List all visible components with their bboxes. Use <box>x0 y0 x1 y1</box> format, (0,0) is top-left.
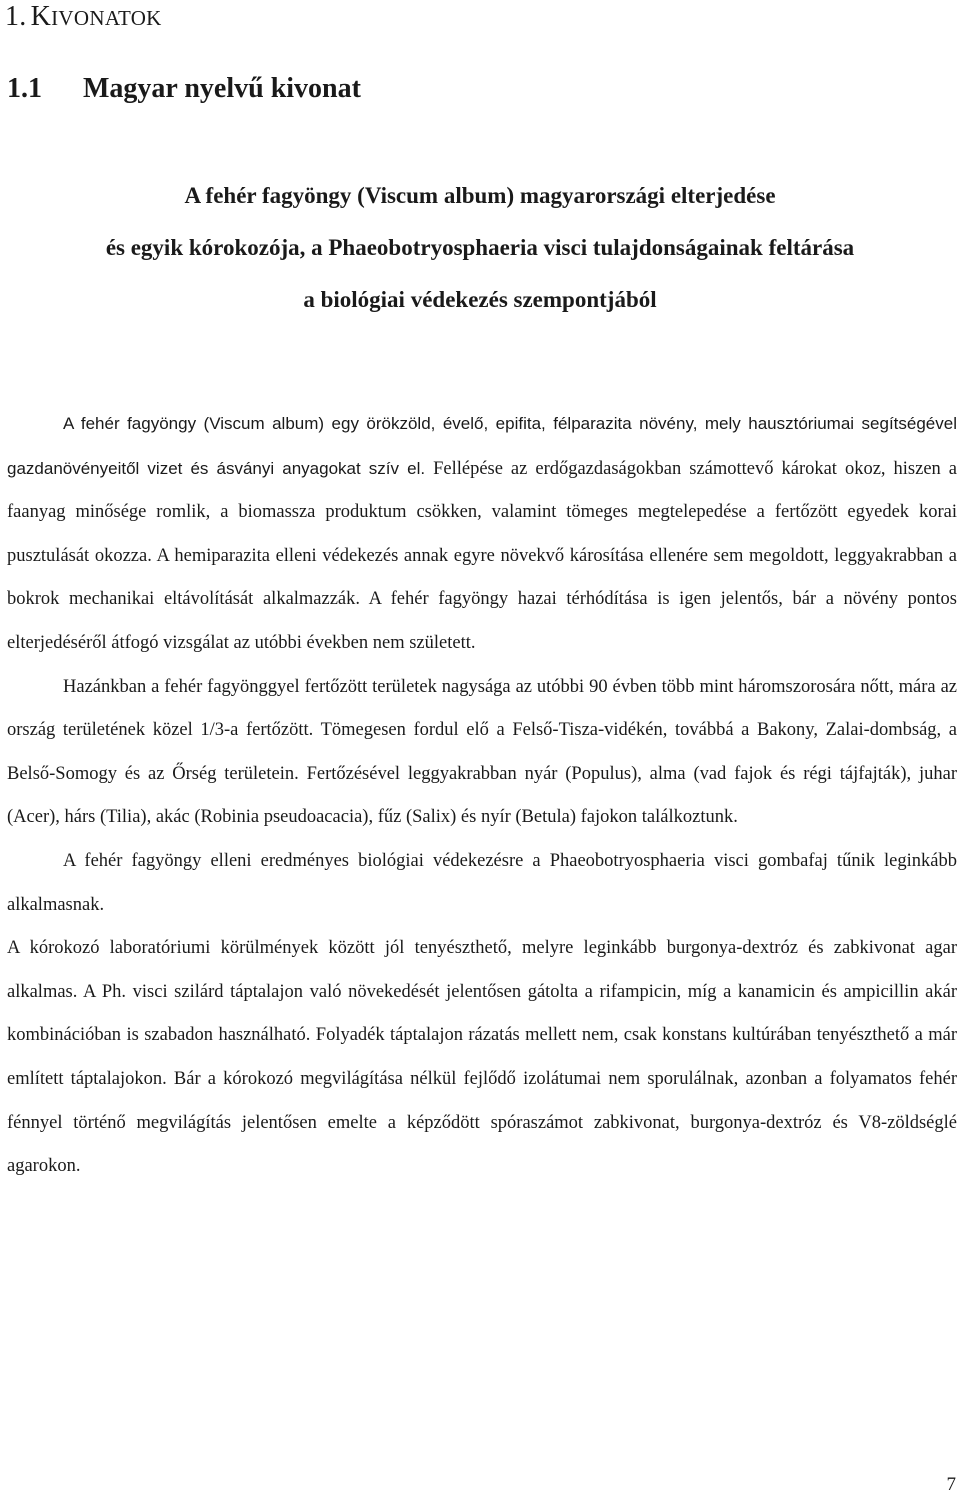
thesis-title-line-1: A fehér fagyöngy (Viscum album) magyarországi elterjedése <box>184 183 776 208</box>
abstract-paragraph-4: A kórokozó laboratóriumi körülmények között jól tenyészthető, melyre leginkább burgonya-dextróz és zabkivonat agar alkalmas. A Ph. visci szilárd táptalajon való növekedését jelentősen gátolta a rifampicin, míg a kanamicin és ampicillin akár kombinációban is szabadon használható. Folyadék táptalajon rázatás mellett nem, csak konstans kultúrában tenyészthető a már említett táptalajokon. Bár a kórokozó megvilágítása nélkül fejlődő izolátumai nem sporulálnak, azonban a folyamatos fehér fénnyel történő megvilágítás jelentősen emelte a képződött spóraszámot zabkivonat, burgonya-dextróz és V8-zöldséglé agarokon. <box>7 938 957 1177</box>
thesis-title <box>0 170 960 326</box>
chapter-title-initial: K <box>30 1 52 32</box>
abstract-paragraph-1 <box>7 402 957 666</box>
chapter-title <box>5 0 162 35</box>
section-number: 1.1 <box>7 73 42 104</box>
page-number: 7 <box>946 1474 956 1495</box>
abstract-paragraph-2: Hazánkban a fehér fagyönggyel fertőzött területek nagysága az utóbbi 90 évben több mint háromszorosára nőtt, mára az ország területének közel 1/3-a fertőzött. Tömegesen fordul elő a Felső-Tisza-vidékén, továbbá a Bakony, Zalai-dombság, a Belső-Somogy és az Őrség területein. Fertőzésével leggyakrabban nyár (Populus), alma (vad fajok és régi tájfajták), juhar (Acer), hárs (Tilia), akác (Robinia pseudoacacia), fűz (Salix) és nyír (Betula) fajokon találkoztunk. <box>7 676 957 828</box>
abstract-body <box>7 402 957 1189</box>
section-title-text: Magyar nyelvű kivonat <box>83 73 361 104</box>
thesis-title-line-2: és egyik kórokozója, a Phaeobotryosphaeria visci tulajdonságainak feltárása <box>105 235 855 260</box>
abstract-paragraph-1-lead: A fehér fagyöngy (Viscum album) egy örökzöld, évelő, epifita, félparazita növény, mely hausztóriumai segítségével gazdanövényeitől vizet és ásványi anyagokat szív el. <box>7 414 957 478</box>
thesis-title-line-3: a biológiai védekezés szempontjából <box>303 287 657 312</box>
chapter-number: 1. <box>5 1 27 32</box>
section-title <box>7 70 361 108</box>
abstract-paragraph-1-rest: Fellépése az erdőgazdaságokban számottevő károkat okoz, hiszen a faanyag minősége romlik, a biomassza produktum csökken, valamint tömeges megtelepedése a fertőzött egyedek korai pusztulását okozza. A hemiparazita elleni védekezés annak egyre növekvő károsítása ellenére sem megoldott, leggyakrabban a bokrok mechanikai eltávolítását alkalmazzák. A fehér fagyöngy hazai térhódítása is igen jelentős, bár a növény pontos elterjedéséről átfogó vizsgálat az utóbbi években nem született. <box>7 458 957 653</box>
abstract-paragraph-3: A fehér fagyöngy elleni eredményes biológiai védekezésre a Phaeobotryosphaeria visci gombafaj tűnik leginkább alkalmasnak. <box>7 850 957 915</box>
chapter-title-rest: IVONATOK <box>51 6 162 30</box>
